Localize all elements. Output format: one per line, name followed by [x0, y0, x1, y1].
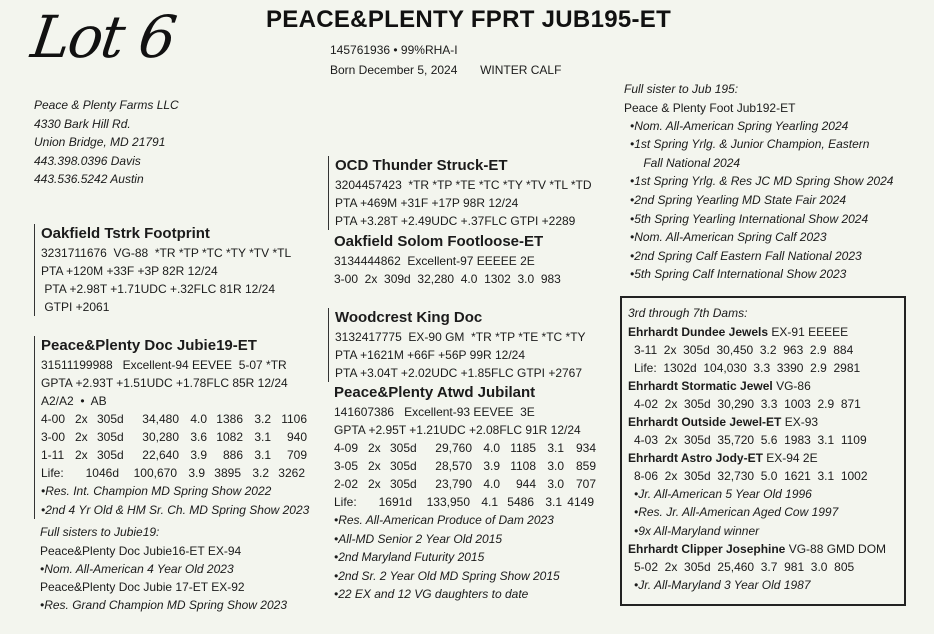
dams-sire-line: PTA +3.04T +2.02UDC +1.85FLC GTPI +2767: [335, 366, 583, 380]
dam-lifetime-row: Life: 1046d 100,670 3.9 3895 3.2 3262: [41, 466, 305, 480]
lot-number: Lot 6: [27, 3, 179, 71]
dam-honor: •2nd 4 Yr Old & HM Sr. Ch. MD Spring Show 2023: [41, 502, 310, 517]
dam-record-row: 4-00 2x 305d 34,480 4.0 1386 3.2 1106: [41, 412, 307, 426]
dam-honor: •Res. Int. Champion MD Spring Show 2022: [41, 484, 272, 498]
extended-dam-honor: •Res. Jr. All-American Aged Cow 1997: [634, 505, 839, 520]
dams-dam-lifetime-row: Life: 1691d 133,950 4.1 5486 3.1 4149: [334, 495, 594, 509]
sister-honor: •Res. Grand Champion MD Spring Show 2023: [40, 598, 287, 613]
sire-line: 3231711676 VG-88 *TR *TP *TC *TY *TV *TL: [41, 246, 292, 260]
full-sister-honor: •2nd Spring Yearling MD State Fair 2024: [630, 192, 847, 207]
breeder-phone: 443.398.0396 Davis: [34, 153, 141, 168]
jubie19-sisters: [40, 523, 287, 615]
sires-sire-block: [328, 156, 592, 230]
sire-name: Oakfield Tstrk Footprint: [41, 225, 210, 242]
dams-dam-line: GPTA +2.95T +1.21UDC +2.08FLC 91R 12/24: [334, 423, 581, 437]
dam-record-row: 1-11 2x 305d 22,640 3.9 886 3.1 709: [41, 448, 307, 462]
dams-dam-name: Peace&Plenty Atwd Jubilant: [334, 384, 536, 401]
extended-dam-heading: Ehrhardt Clipper Josephine VG-88 GMD DOM: [628, 542, 887, 557]
dams-dam-record-row: 4-09 2x 305d 29,760 4.0 1185 3.1 934: [334, 441, 596, 455]
sires-dam-block: [334, 232, 561, 288]
breeder-contact: [34, 96, 179, 189]
dams-sire-line: 3132417775 EX-90 GM *TR *TP *TE *TC *TY: [335, 330, 586, 344]
full-sister-name: Peace & Plenty Foot Jub192-ET: [624, 100, 796, 115]
extended-dam-honor: •Jr. All-Maryland 3 Year Old 1987: [634, 578, 811, 593]
sire-line: GTPI +2061: [41, 300, 110, 314]
sire-block: [34, 224, 291, 316]
sires-dam-line: 3-00 2x 309d 32,280 4.0 1302 3.0 983: [334, 272, 561, 286]
extended-dams-label: 3rd through 7th Dams:: [628, 306, 748, 320]
full-sister-honor: •1st Spring Yrlg. & Res JC MD Spring Show 2024: [630, 174, 894, 189]
dams-dam-honor: •All-MD Senior 2 Year Old 2015: [334, 531, 503, 546]
full-sister-block: [624, 80, 893, 284]
breeder-phone: 443.536.5242 Austin: [34, 172, 144, 187]
dams-dam-honor: •2nd Maryland Futurity 2015: [334, 550, 485, 565]
dams-dam-block: [334, 383, 596, 604]
sister-name: Peace&Plenty Doc Jubie16-ET EX-94: [40, 543, 242, 558]
animal-info: [330, 40, 561, 80]
full-sister-honor: •1st Spring Yrlg. & Junior Champion, Eastern: [630, 137, 870, 152]
dams-dam-honor: •22 EX and 12 VG daughters to date: [334, 587, 529, 602]
extended-dam-honor: •9x All-Maryland winner: [634, 523, 760, 538]
breeder-name: Peace & Plenty Farms LLC: [34, 98, 179, 112]
birth-line: [330, 60, 561, 80]
full-sister-honor: •2nd Spring Calf Eastern Fall National 2023: [630, 248, 862, 263]
full-sister-honor: •5th Spring Calf International Show 2023: [630, 267, 847, 282]
sires-dam-line: 3134444862 Excellent-97 EEEEE 2E: [334, 254, 535, 268]
sisters-label: Full sisters to Jubie19:: [40, 525, 160, 539]
full-sister-honor: Fall National 2024: [630, 155, 741, 170]
sires-sire-line: 3204457423 *TR *TP *TE *TC *TY *TV *TL *TD: [335, 178, 592, 192]
extended-dam-line: 5-02 2x 305d 25,460 3.7 981 3.0 805: [634, 560, 855, 575]
full-sister-label: Full sister to Jub 195:: [624, 82, 739, 96]
class-label: WINTER CALF: [480, 63, 562, 77]
extended-dam-line: 8-06 2x 305d 32,730 5.0 1621 3.1 1002: [634, 468, 868, 483]
extended-dam-line: Life: 1302d 104,030 3.3 3390 2.9 2981: [634, 360, 861, 375]
sires-sire-line: PTA +469M +31F +17P 98R 12/24: [335, 196, 519, 210]
dams-dam-honor: •2nd Sr. 2 Year Old MD Spring Show 2015: [334, 568, 560, 583]
dam-block: [34, 336, 309, 519]
dams-sire-line: PTA +1621M +66F +56P 99R 12/24: [335, 348, 526, 362]
dams-dam-record-row: 2-02 2x 305d 23,790 4.0 944 3.0 707: [334, 477, 596, 491]
sister-honor: •Nom. All-American 4 Year Old 2023: [40, 561, 234, 576]
dams-dam-honor: •Res. All-American Produce of Dam 2023: [334, 513, 554, 527]
sister-name: Peace&Plenty Doc Jubie 17-ET EX-92: [40, 580, 245, 595]
full-sister-honor: •Nom. All-American Spring Calf 2023: [630, 230, 827, 245]
dams-dam-line: 141607386 Excellent-93 EEVEE 3E: [334, 405, 535, 419]
full-sister-honor: •5th Spring Yearling International Show 2024: [630, 211, 869, 226]
dam-record-row: 3-00 2x 305d 30,280 3.6 1082 3.1 940: [41, 430, 307, 444]
extended-dam-heading: Ehrhardt Outside Jewel-ET EX-93: [628, 414, 819, 429]
sires-sire-name: OCD Thunder Struck-ET: [335, 157, 508, 174]
extended-dam-heading: Ehrhardt Dundee Jewels EX-91 EEEEE: [628, 324, 849, 339]
sire-line: PTA +2.98T +1.71UDC +.32FLC 81R 12/24: [41, 282, 276, 296]
extended-dam-line: 4-02 2x 305d 30,290 3.3 1003 2.9 871: [634, 396, 861, 411]
sire-line: PTA +120M +33F +3P 82R 12/24: [41, 264, 218, 278]
dams-dam-record-row: 3-05 2x 305d 28,570 3.9 1108 3.0 859: [334, 459, 596, 473]
dam-name: Peace&Plenty Doc Jubie19-ET: [41, 337, 257, 354]
sires-sire-line: PTA +3.28T +2.49UDC +.37FLC GTPI +2289: [335, 214, 576, 228]
extended-dam-line: 4-03 2x 305d 35,720 5.6 1983 3.1 1109: [634, 432, 867, 447]
extended-dam-line: 3-11 2x 305d 30,450 3.2 963 2.9 884: [634, 342, 854, 357]
dams-sire-name: Woodcrest King Doc: [335, 309, 483, 326]
extended-dam-heading: Ehrhardt Astro Jody-ET EX-94 2E: [628, 450, 818, 465]
dams-sire-block: [328, 308, 586, 382]
dam-line: GPTA +2.93T +1.51UDC +1.78FLC 85R 12/24: [41, 376, 288, 390]
sires-dam-name: Oakfield Solom Footloose-ET: [334, 233, 544, 250]
page-title: PEACE&PLENTY FPRT JUB195-ET: [266, 6, 672, 33]
extended-dam-honor: •Jr. All-American 5 Year Old 1996: [634, 486, 812, 501]
breeder-city: Union Bridge, MD 21791: [34, 135, 166, 150]
birth-date: Born December 5, 2024: [330, 63, 458, 77]
dam-line: 31511199988 Excellent-94 EEVEE 5-07 *TR: [41, 358, 287, 372]
full-sister-honor: •Nom. All-American Spring Yearling 2024: [630, 118, 849, 133]
extended-dams-box: [620, 296, 906, 606]
registration-line: 145761936 • 99%RHA-I: [330, 43, 458, 57]
breeder-address: 4330 Bark Hill Rd.: [34, 116, 131, 131]
extended-dam-heading: Ehrhardt Stormatic Jewel VG-86: [628, 378, 811, 393]
dam-line: A2/A2 • AB: [41, 394, 107, 408]
